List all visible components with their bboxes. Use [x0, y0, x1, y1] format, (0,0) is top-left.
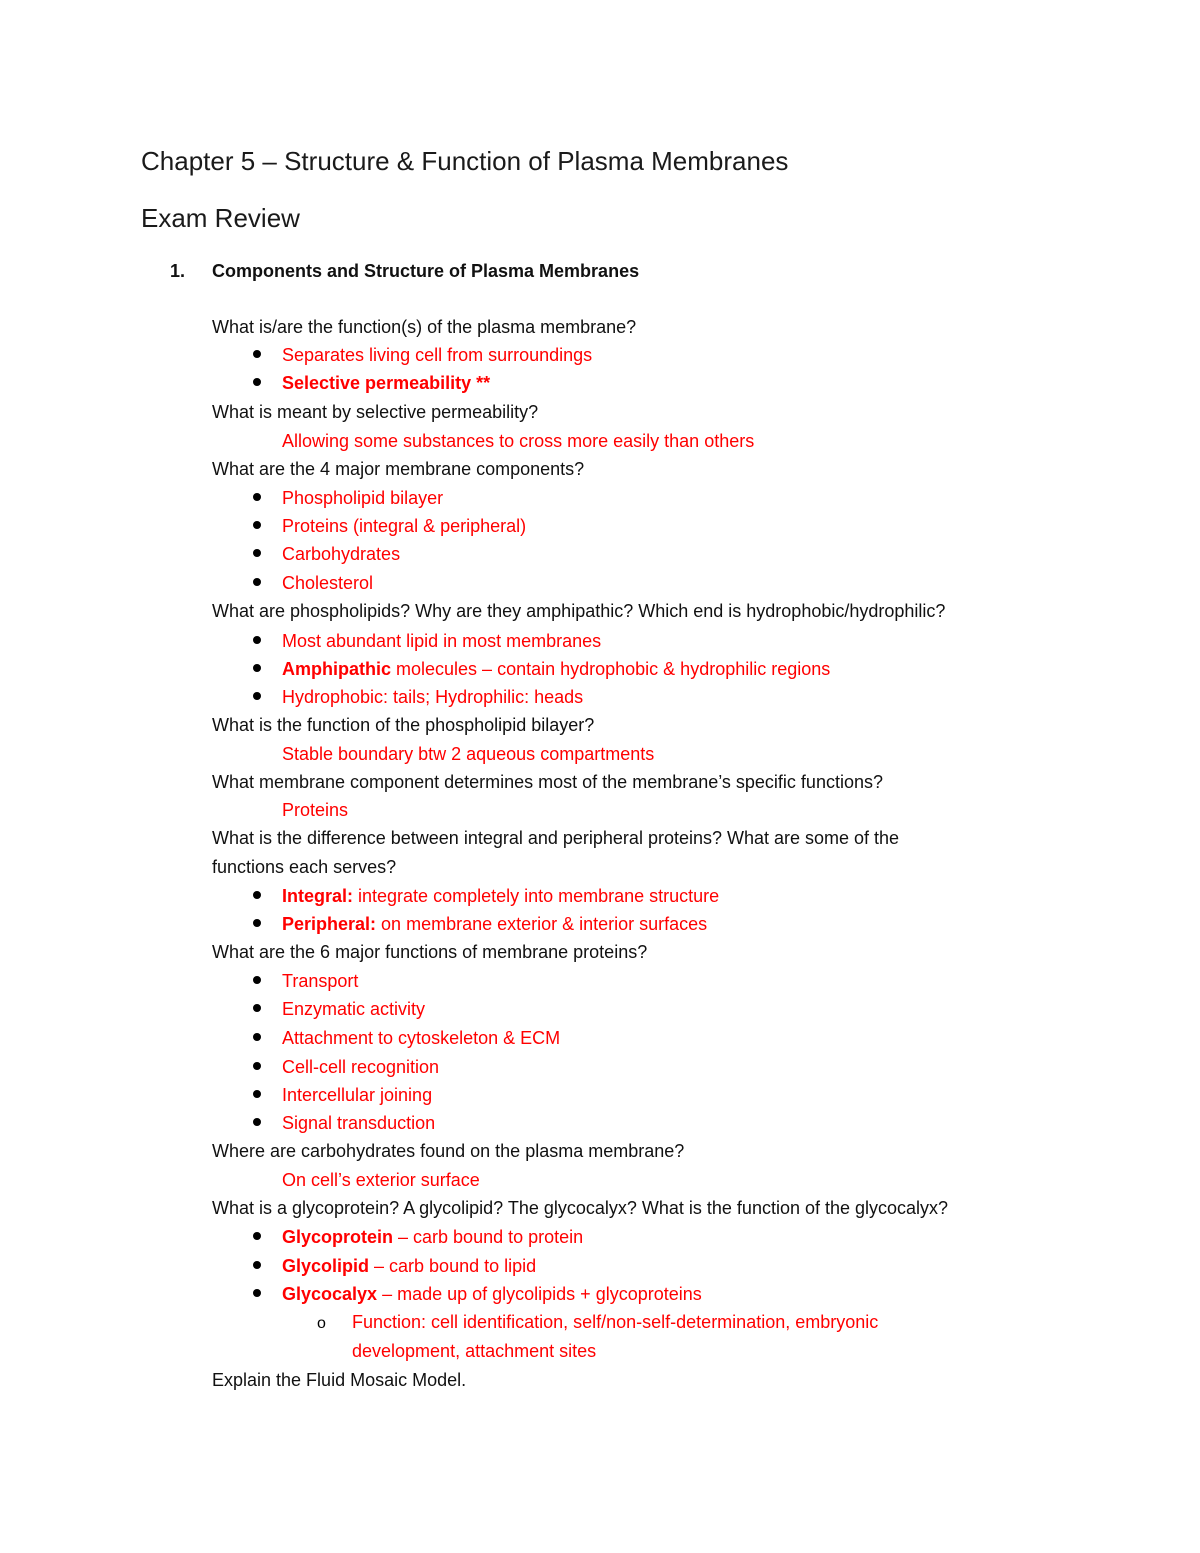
- bullet-icon: [253, 1118, 261, 1126]
- answer-item: Cell-cell recognition: [282, 1057, 440, 1077]
- answer-text: Stable boundary btw 2 aqueous compartments: [282, 744, 655, 764]
- answer-term: Glycolipid: [282, 1256, 370, 1276]
- answer-item: Proteins (integral & peripheral): [282, 516, 527, 536]
- bullet-icon: [253, 578, 261, 586]
- bullet-icon: [253, 1261, 261, 1269]
- bullet-icon: [253, 1062, 261, 1070]
- answer-term: Peripheral:: [282, 914, 377, 934]
- answer-definition: – carb bound to lipid: [369, 1256, 537, 1276]
- document-subtitle: Exam Review: [141, 203, 300, 233]
- answer-item: Transport: [282, 971, 359, 991]
- question-integral-peripheral-cont: functions each serves?: [212, 857, 397, 877]
- answer-item: Intercellular joining: [282, 1085, 433, 1105]
- answer-item: [282, 885, 719, 907]
- sub-bullet-icon: o: [317, 1315, 326, 1332]
- answer-item: Attachment to cytoskeleton & ECM: [282, 1028, 561, 1048]
- answer-term: Glycocalyx: [282, 1284, 378, 1304]
- bullet-icon: [253, 636, 261, 644]
- question-membrane-components: What are the 4 major membrane components?: [212, 459, 585, 479]
- answer-item: Selective permeability **: [282, 373, 491, 393]
- bullet-icon: [253, 1090, 261, 1098]
- question-glycocalyx: What is a glycoprotein? A glycolipid? The glycocalyx? What is the function of the glycocalyx?: [212, 1198, 949, 1218]
- question-bilayer-function: What is the function of the phospholipid bilayer?: [212, 715, 595, 735]
- answer-item: [282, 1226, 583, 1248]
- bullet-icon: [253, 549, 261, 557]
- bullet-icon: [253, 976, 261, 984]
- bullet-icon: [253, 1232, 261, 1240]
- question-fluid-mosaic-model: Explain the Fluid Mosaic Model.: [212, 1370, 467, 1390]
- sub-answer-item: Function: cell identification, self/non-self-determination, embryonic: [352, 1312, 879, 1332]
- answer-item: [282, 913, 707, 935]
- answer-term: Glycoprotein: [282, 1227, 394, 1247]
- bullet-icon: [253, 919, 261, 927]
- sub-answer-item-cont: development, attachment sites: [352, 1341, 597, 1361]
- answer-term: Amphipathic: [282, 659, 392, 679]
- answer-item: Hydrophobic: tails; Hydrophilic: heads: [282, 687, 584, 707]
- question-integral-peripheral: What is the difference between integral and peripheral proteins? What are some of the: [212, 828, 900, 848]
- question-carbohydrates-location: Where are carbohydrates found on the plasma membrane?: [212, 1141, 685, 1161]
- answer-item: [282, 1283, 702, 1305]
- bullet-icon: [253, 1033, 261, 1041]
- question-phospholipids: What are phospholipids? Why are they amphipathic? Which end is hydrophobic/hydrophilic?: [212, 601, 946, 621]
- bullet-icon: [253, 664, 261, 672]
- question-specific-functions: What membrane component determines most of the membrane’s specific functions?: [212, 772, 883, 792]
- bullet-icon: [253, 1004, 261, 1012]
- answer-item: Carbohydrates: [282, 544, 401, 564]
- answer-definition: integrate completely into membrane structure: [353, 886, 720, 906]
- answer-text: On cell’s exterior surface: [282, 1170, 480, 1190]
- bullet-icon: [253, 521, 261, 529]
- answer-definition: molecules – contain hydrophobic & hydrophilic regions: [391, 659, 831, 679]
- bullet-icon: [253, 493, 261, 501]
- answer-item: [282, 1255, 536, 1277]
- answer-definition: – carb bound to protein: [393, 1227, 584, 1247]
- answer-item: Enzymatic activity: [282, 999, 426, 1019]
- question-selective-permeability: What is meant by selective permeability?: [212, 402, 539, 422]
- bullet-icon: [253, 378, 261, 386]
- answer-item: Cholesterol: [282, 573, 374, 593]
- document-title: Chapter 5 – Structure & Function of Plasma Membranes: [141, 146, 789, 176]
- answer-text: Proteins: [282, 800, 349, 820]
- answer-item: Phospholipid bilayer: [282, 488, 444, 508]
- question-protein-functions: What are the 6 major functions of membrane proteins?: [212, 942, 648, 962]
- bullet-icon: [253, 692, 261, 700]
- answer-text: Allowing some substances to cross more easily than others: [282, 431, 755, 451]
- answer-definition: on membrane exterior & interior surfaces: [376, 914, 708, 934]
- section-title: Components and Structure of Plasma Membranes: [212, 261, 640, 281]
- question-plasma-membrane-function: What is/are the function(s) of the plasma membrane?: [212, 317, 637, 337]
- bullet-icon: [253, 891, 261, 899]
- answer-item: Signal transduction: [282, 1113, 436, 1133]
- bullet-icon: [253, 350, 261, 358]
- answer-item: Most abundant lipid in most membranes: [282, 631, 602, 651]
- section-number: 1.: [170, 261, 186, 281]
- bullet-icon: [253, 1289, 261, 1297]
- answer-term: Integral:: [282, 886, 354, 906]
- answer-item: [282, 658, 830, 680]
- answer-item: Separates living cell from surroundings: [282, 345, 593, 365]
- answer-definition: – made up of glycolipids + glycoproteins: [377, 1284, 702, 1304]
